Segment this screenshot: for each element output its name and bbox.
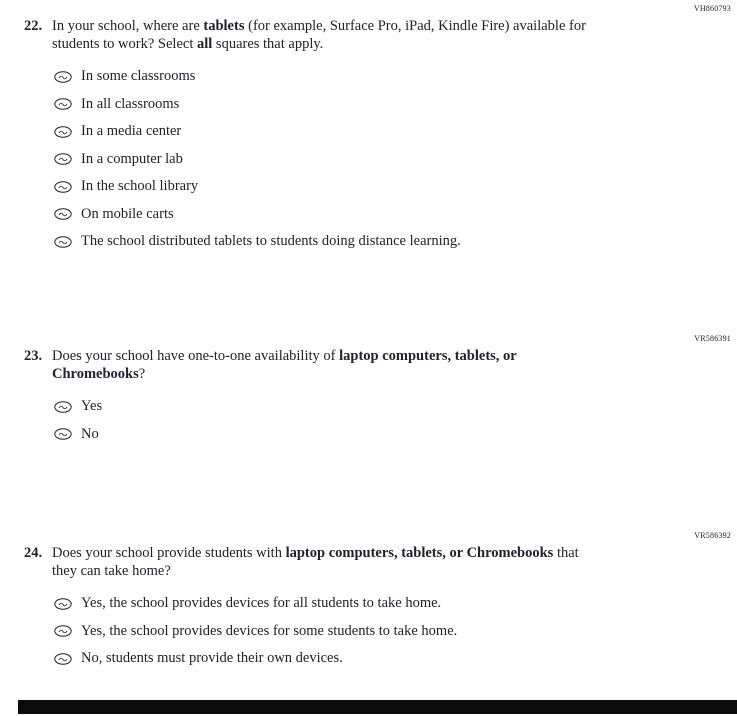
answer-option-label: On mobile carts bbox=[81, 205, 174, 222]
answer-option[interactable] bbox=[54, 206, 737, 224]
question-text-segment: (for example, Surface Pro, iPad, Kindle Fire) available for students to work? Select bbox=[52, 18, 586, 52]
item-code: VR586392 bbox=[694, 531, 731, 540]
answer-option[interactable] bbox=[54, 595, 737, 613]
question-23 bbox=[0, 334, 737, 453]
answer-oval-icon[interactable] bbox=[54, 98, 72, 110]
item-code: VR586391 bbox=[694, 334, 731, 343]
answer-oval-icon[interactable] bbox=[54, 625, 72, 637]
answer-options bbox=[0, 595, 737, 668]
answer-oval-icon[interactable] bbox=[54, 236, 72, 248]
answer-option-label: In the school library bbox=[81, 178, 199, 194]
answer-option[interactable] bbox=[54, 426, 737, 444]
question-text bbox=[52, 545, 597, 580]
answer-option[interactable] bbox=[54, 68, 737, 86]
answer-option[interactable] bbox=[54, 398, 737, 416]
answer-option-label: Yes bbox=[81, 398, 103, 414]
answer-oval-icon[interactable] bbox=[54, 401, 72, 413]
answer-option[interactable] bbox=[54, 233, 737, 251]
question-text-segment: Does your school have one-to-one availability of bbox=[52, 348, 340, 364]
answer-oval-icon[interactable] bbox=[54, 653, 72, 665]
answer-oval-icon[interactable] bbox=[54, 153, 72, 165]
answer-option-label: In all classrooms bbox=[81, 95, 180, 112]
question-text-bold: laptop computers, tablets, or Chromebooks bbox=[52, 348, 517, 382]
question-text-segment: ? bbox=[138, 365, 146, 382]
answer-option-label: In a media center bbox=[81, 123, 182, 139]
answer-option-label: In a computer lab bbox=[81, 150, 183, 167]
question-24 bbox=[0, 531, 737, 678]
answer-oval-icon[interactable] bbox=[54, 71, 72, 83]
page-bottom-bar bbox=[18, 700, 737, 714]
answer-oval-icon[interactable] bbox=[54, 181, 72, 193]
question-text-segment: In your school, where are bbox=[52, 18, 204, 34]
question-text-bold: tablets bbox=[203, 18, 245, 34]
answer-option[interactable] bbox=[54, 96, 737, 114]
answer-options bbox=[0, 68, 737, 251]
question-number: 22. bbox=[24, 18, 43, 34]
question-number: 23. bbox=[24, 348, 43, 364]
answer-option[interactable] bbox=[54, 178, 737, 196]
answer-option-label: Yes, the school provides devices for all students to take home. bbox=[81, 595, 442, 611]
answer-option-label: No, students must provide their own devices. bbox=[81, 650, 343, 666]
question-text-segment: Does your school provide students with bbox=[52, 545, 286, 561]
question-number: 24. bbox=[24, 545, 43, 561]
question-text-segment: squares that apply. bbox=[212, 35, 324, 52]
question-text bbox=[52, 348, 597, 383]
answer-option-label: In some classrooms bbox=[81, 68, 196, 84]
answer-oval-icon[interactable] bbox=[54, 208, 72, 220]
answer-option-label: No bbox=[81, 425, 99, 442]
question-text-segment: that they can take home? bbox=[52, 545, 579, 579]
answer-option[interactable] bbox=[54, 151, 737, 169]
item-code: VH860793 bbox=[693, 4, 731, 13]
question-text-bold: laptop computers, tablets, or Chromebooks bbox=[285, 545, 554, 561]
answer-option-label: The school distributed tablets to students doing distance learning. bbox=[81, 233, 461, 249]
answer-options bbox=[0, 398, 737, 443]
answer-oval-icon[interactable] bbox=[54, 598, 72, 610]
question-text-bold: all bbox=[196, 35, 213, 52]
answer-oval-icon[interactable] bbox=[54, 126, 72, 138]
answer-oval-icon[interactable] bbox=[54, 428, 72, 440]
answer-option[interactable] bbox=[54, 123, 737, 141]
answer-option[interactable] bbox=[54, 650, 737, 668]
question-22 bbox=[0, 4, 737, 261]
question-text bbox=[52, 18, 597, 53]
answer-option[interactable] bbox=[54, 623, 737, 641]
answer-option-label: Yes, the school provides devices for some students to take home. bbox=[81, 622, 458, 639]
